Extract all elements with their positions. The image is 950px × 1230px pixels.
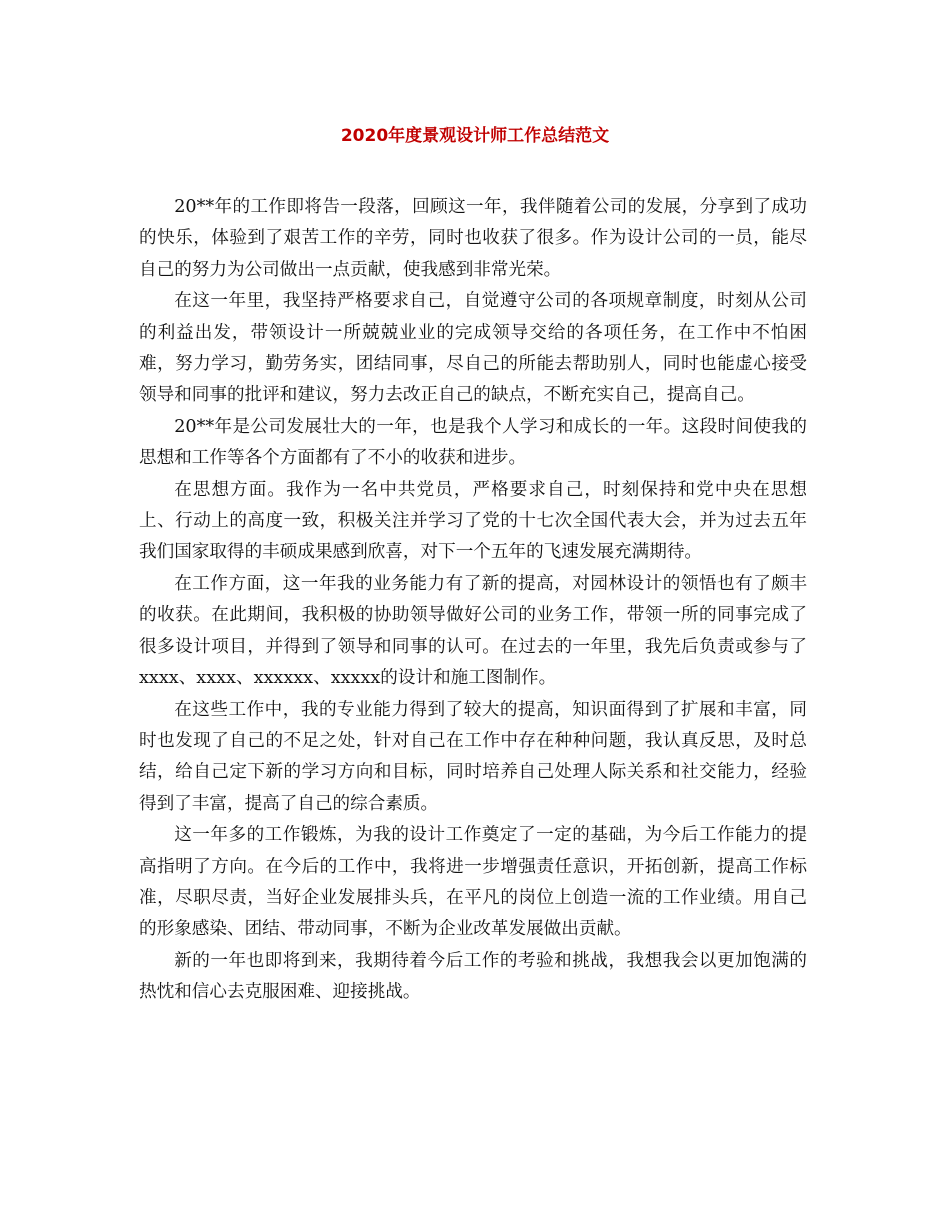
- paragraph-8: 新的一年也即将到来，我期待着今后工作的考验和挑战，我想我会以更加饱满的热忱和信心去克服困难、迎接挑战。: [139, 950, 807, 1003]
- paragraph-5: 在工作方面，这一年我的业务能力有了新的提高，对园林设计的领悟也有了颇丰的收获。在此期间，我积极的协助领导做好公司的业务工作，带领一所的同事完成了很多设计项目，并得到了领导和同事的认可。在过去的一年里，我先后负责或参与了xxxx、xxxx、xxxxxx、xxxxx的设计和施工图制作。: [139, 573, 807, 689]
- paragraph-7: 这一年多的工作锻炼，为我的设计工作奠定了一定的基础，为今后工作能力的提高指明了方向。在今后的工作中，我将进一步增强责任意识，开拓创新，提高工作标准，尽职尽责，当好企业发展排头兵，在平凡的岗位上创造一流的工作业绩。用自己的形象感染、团结、带动同事，不断为企业改革发展做出贡献。: [139, 825, 807, 940]
- document-title: 2020年度景观设计师工作总结范文: [340, 126, 610, 146]
- paragraph-1: 20**年的工作即将告一段落，回顾这一年，我伴随着公司的发展，分享到了成功的快乐，体验到了艰苦工作的辛劳，同时也收获了很多。作为设计公司的一员，能尽自己的努力为公司做出一点贡献，使我感到非常光荣。: [139, 197, 807, 280]
- paragraph-6: 在这些工作中，我的专业能力得到了较大的提高，知识面得到了扩展和丰富，同时也发现了自己的不足之处，针对自己在工作中存在种种问题，我认真反思，及时总结，给自己定下新的学习方向和目标，同时培养自己处理人际关系和社交能力，经验得到了丰富，提高了自己的综合素质。: [139, 699, 807, 814]
- paragraph-4: 在思想方面。我作为一名中共党员，严格要求自己，时刻保持和党中央在思想上、行动上的高度一致，积极关注并学习了党的十七次全国代表大会，并为过去五年我们国家取得的丰硕成果感到欣喜，对下一个五年的飞速发展充满期待。: [139, 479, 807, 563]
- paragraph-3: 20**年是公司发展壮大的一年，也是我个人学习和成长的一年。这段时间使我的思想和工作等各个方面都有了不小的收获和进步。: [139, 416, 807, 469]
- document-body: [139, 192, 807, 1009]
- paragraph-2: 在这一年里，我坚持严格要求自己，自觉遵守公司的各项规章制度，时刻从公司的利益出发，带领设计一所兢兢业业的完成领导交给的各项任务，在工作中不怕困难，努力学习，勤劳务实，团结同事，尽自己的所能去帮助别人，同时也能虚心接受领导和同事的批评和建议，努力去改正自己的缺点，不断充实自己，提高自己。: [139, 291, 807, 406]
